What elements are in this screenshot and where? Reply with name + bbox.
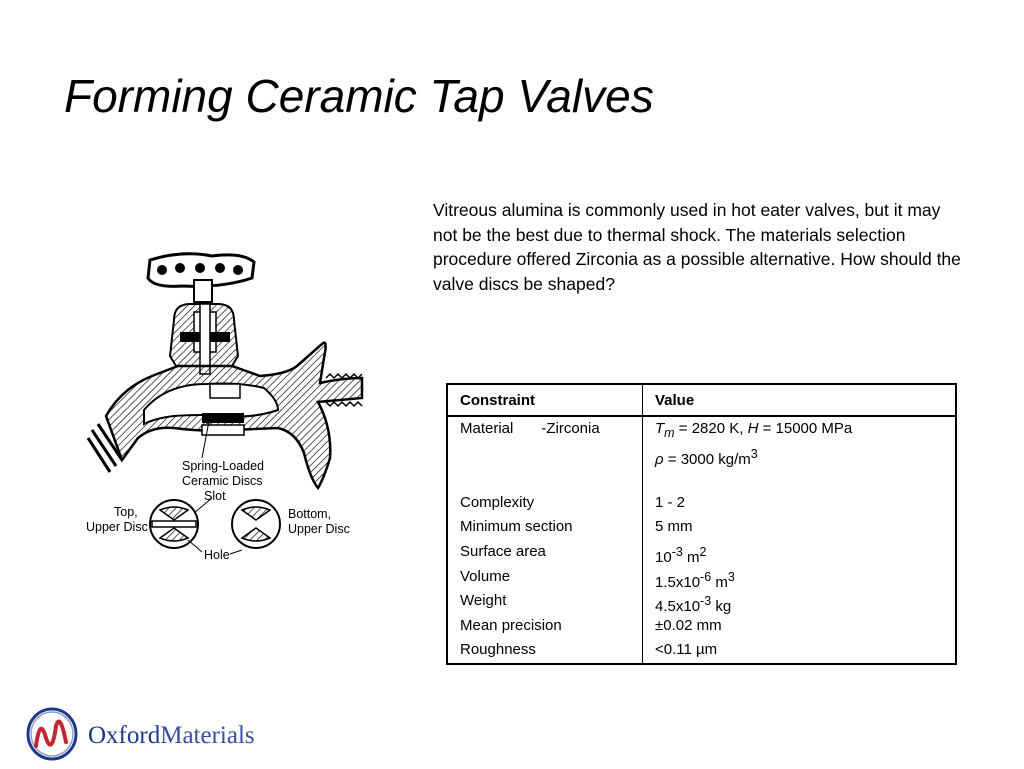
constraint-column bbox=[447, 416, 643, 664]
logo-mark-icon bbox=[22, 704, 86, 764]
value-complexity: 1 - 2 bbox=[655, 493, 686, 511]
material-zirconia: -Zirconia bbox=[541, 420, 600, 437]
constraint-mean-precision: Mean precision bbox=[460, 616, 562, 634]
constraint-min-section: Minimum section bbox=[460, 518, 573, 536]
label-top: Top, bbox=[114, 505, 138, 519]
constraint-surface-area: Surface area bbox=[460, 542, 546, 560]
constraint-volume: Volume bbox=[460, 567, 511, 585]
label-bottom: Bottom, bbox=[288, 507, 332, 521]
intro-paragraph: Vitreous alumina is commonly used in hot eater valves, but it may not be the best due to thermal shock. The materials selection procedure offered Zirconia as a possible alternative. How should the valve discs be shaped? bbox=[433, 200, 961, 294]
table-header-row bbox=[447, 384, 956, 416]
header-constraint: Constraint bbox=[447, 384, 643, 416]
label-upper-disc-left: Upper Disc bbox=[86, 520, 148, 534]
constraint-roughness: Roughness bbox=[460, 641, 536, 659]
value-density: ρ = 3000 $kg/m^3$ bbox=[655, 446, 758, 468]
label-ceramic-discs: Ceramic Discs bbox=[182, 474, 263, 488]
value-volume: $1.5x10^{-6}$ $m^3$ bbox=[655, 569, 735, 591]
material-label: Material bbox=[460, 420, 514, 437]
value-column bbox=[643, 416, 957, 664]
header-value: Value bbox=[643, 384, 957, 416]
value-mean-precision: ±0.02 mm bbox=[655, 616, 722, 634]
tap-valve-illustration bbox=[82, 248, 372, 578]
constraint-complexity: Complexity bbox=[460, 493, 535, 511]
oxford-materials-logo bbox=[22, 704, 312, 764]
value-tm-h: $T_m = 2820$ K, H = 15000 MPa bbox=[655, 420, 853, 440]
slide-title: Forming Ceramic Tap Valves bbox=[64, 70, 654, 122]
label-hole: Hole bbox=[204, 548, 230, 562]
label-slot: Slot bbox=[204, 489, 226, 503]
constraints-table bbox=[446, 383, 957, 665]
label-upper-disc-right: Upper Disc bbox=[288, 522, 350, 536]
value-surface-area: $10^{-3}$ $m^2$ bbox=[655, 544, 707, 566]
constraint-weight: Weight bbox=[460, 592, 507, 610]
constraint-material bbox=[460, 417, 630, 442]
table-body-row bbox=[447, 416, 956, 664]
value-roughness: <0.11 µm bbox=[655, 641, 718, 659]
value-min-section: 5 mm bbox=[655, 518, 693, 536]
logo-wordmark bbox=[88, 722, 255, 750]
label-spring-loaded: Spring-Loaded bbox=[182, 459, 265, 473]
logo-word-oxford: Oxford bbox=[88, 722, 161, 749]
logo-word-materials: Materials bbox=[160, 722, 255, 749]
value-weight: $4.5x10^{-3}$ kg bbox=[655, 594, 732, 616]
